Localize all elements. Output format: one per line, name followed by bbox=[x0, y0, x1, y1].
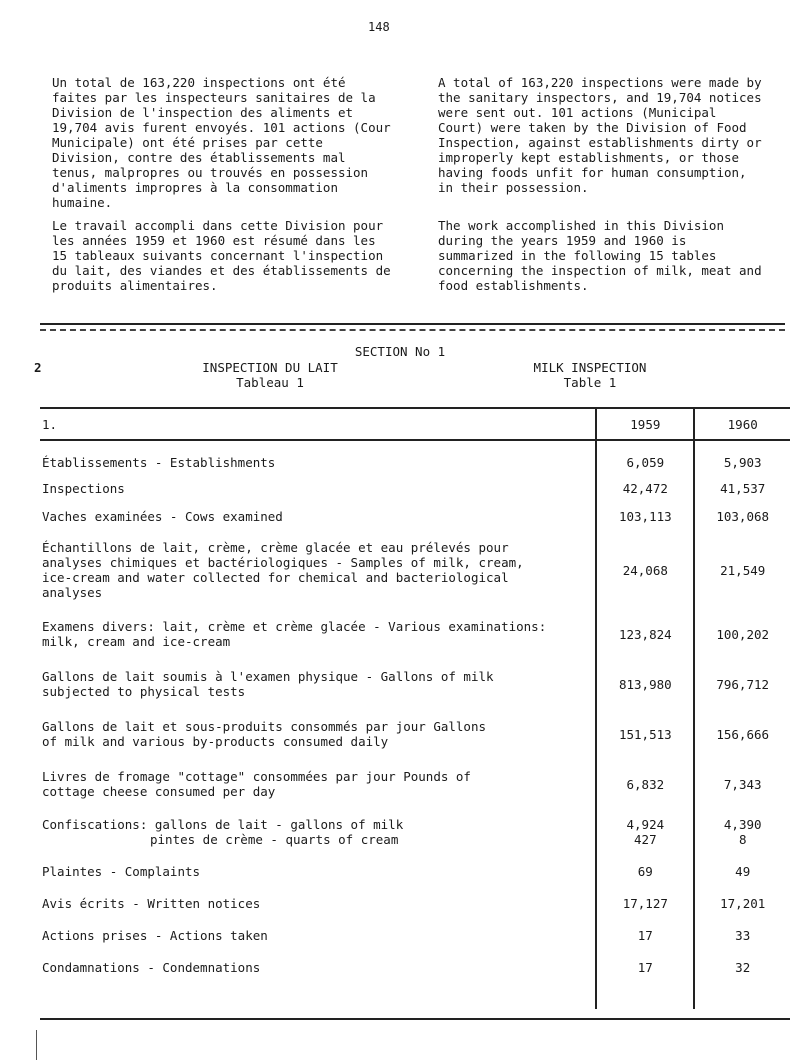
value-1959: 123,824 bbox=[596, 609, 694, 659]
row-label: Plaintes - Complaints bbox=[42, 863, 201, 879]
table-row bbox=[40, 475, 790, 501]
intro-french-paragraph-1: Un total de 163,220 inspections ont été faites par les inspecteurs sanitaires de la Division de l'inspection des aliments et 19,704 avis furent envoyés. 101 actions (Cour Municipale) ont été prises par cette Division, contre des établissements mal tenus, malpropres ou trouvés en possession d'aliments impropres à la consommation humaine. bbox=[52, 75, 391, 210]
margin-mark bbox=[36, 1030, 41, 1060]
french-table-label: Tableau 1 bbox=[236, 375, 304, 390]
row-label: Échantillons de lait, crème, crème glacée et eau prélevés pour analyses chimiques et bactériologiques - Samples of milk, cream, ice-cream and water collected for chemical and bacteriological analyses bbox=[42, 540, 524, 600]
table-row bbox=[40, 951, 790, 983]
row-label: Examens divers: lait, crème et crème glacée - Various examinations: milk, cream and ice-cream bbox=[42, 619, 547, 649]
value-1959: 6,059 bbox=[596, 449, 694, 475]
value-1959: 17,127 bbox=[596, 887, 694, 919]
value-1960: 156,666 bbox=[694, 709, 790, 759]
confiscation-milk-label: Confiscations: gallons de lait - gallons of milk bbox=[42, 817, 404, 832]
page-number: 148 bbox=[368, 20, 390, 34]
english-heading: MILK INSPECTION bbox=[533, 360, 647, 375]
value-1960: 17,201 bbox=[694, 887, 790, 919]
value-1959: 813,980 bbox=[596, 659, 694, 709]
year-1960-header: 1960 bbox=[694, 408, 790, 440]
row-label bbox=[40, 809, 596, 855]
section-title: SECTION No 1 bbox=[354, 344, 446, 359]
value-1960: 21,549 bbox=[694, 531, 790, 609]
value-1960-milk: 4,390 bbox=[723, 817, 762, 832]
table-row bbox=[40, 531, 790, 609]
english-heading-block bbox=[490, 360, 690, 390]
value-1960: 796,712 bbox=[694, 659, 790, 709]
value-1959: 24,068 bbox=[596, 531, 694, 609]
value-1959: 42,472 bbox=[596, 475, 694, 501]
row-label: Gallons de lait et sous-produits consommés par jour Gallons of milk and various by-products consumed daily bbox=[42, 719, 487, 749]
row-label: Livres de fromage "cottage" consommées par jour Pounds of cottage cheese consumed per day bbox=[42, 769, 471, 799]
value-1960: 7,343 bbox=[694, 759, 790, 809]
table-row bbox=[40, 919, 790, 951]
value-1959: 17 bbox=[596, 951, 694, 983]
english-table-label: Table 1 bbox=[563, 375, 617, 390]
value-1960: 32 bbox=[694, 951, 790, 983]
section-side-number: 2 bbox=[34, 360, 42, 375]
intro-french-paragraph-2: Le travail accompli dans cette Division pour les années 1959 et 1960 est résumé dans les 15 tableaux suivants concernant l'inspection du lait, des viandes et des établissements de produits alimentaires. bbox=[52, 218, 391, 293]
value-1960-cream: 8 bbox=[738, 832, 747, 847]
row-label: Condamnations - Condemnations bbox=[42, 959, 261, 975]
table-row bbox=[40, 809, 790, 855]
value-1959: 103,113 bbox=[596, 501, 694, 531]
value-1959-milk: 4,924 bbox=[626, 817, 665, 832]
table-row bbox=[40, 759, 790, 809]
table-row bbox=[40, 449, 790, 475]
row-label: Établissements - Establishments bbox=[42, 454, 276, 470]
french-heading: INSPECTION DU LAIT bbox=[202, 360, 338, 375]
row-label: Actions prises - Actions taken bbox=[42, 927, 268, 943]
value-1960: 49 bbox=[694, 855, 790, 887]
row-label: Inspections bbox=[42, 480, 125, 496]
row-label: Gallons de lait soumis à l'examen physique - Gallons of milk subjected to physical tests bbox=[42, 669, 494, 699]
table-row bbox=[40, 609, 790, 659]
table-row bbox=[40, 709, 790, 759]
value-1960: 33 bbox=[694, 919, 790, 951]
table-row bbox=[40, 659, 790, 709]
value-1959: 17 bbox=[596, 919, 694, 951]
year-1959-header: 1959 bbox=[596, 408, 694, 440]
value-1959-cream: 427 bbox=[634, 832, 657, 847]
value-1959: 151,513 bbox=[596, 709, 694, 759]
value-1960: 41,537 bbox=[694, 475, 790, 501]
value-1959: 6,832 bbox=[596, 759, 694, 809]
intro-english-paragraph-1: A total of 163,220 inspections were made by the sanitary inspectors, and 19,704 notices were sent out. 101 actions (Municipal Court) were taken by the Division of Food Inspection, against establishments dirty or improperly kept establishments, or those having foods unfit for human consumption, in their possession. bbox=[438, 75, 762, 195]
table-bottom-rule bbox=[40, 1018, 790, 1020]
value-1960: 100,202 bbox=[694, 609, 790, 659]
table-row bbox=[40, 855, 790, 887]
confiscation-cream-label: pintes de crème - quarts of cream bbox=[150, 832, 399, 847]
value-1959 bbox=[596, 809, 694, 855]
row-label: Vaches examinées - Cows examined bbox=[42, 508, 283, 524]
value-1959: 69 bbox=[596, 855, 694, 887]
section-divider bbox=[40, 323, 785, 331]
milk-inspection-table bbox=[40, 407, 790, 1009]
table-row bbox=[40, 887, 790, 919]
value-1960: 5,903 bbox=[694, 449, 790, 475]
table-header-row bbox=[40, 408, 790, 440]
french-heading-block bbox=[170, 360, 370, 390]
table-corner: 1. bbox=[40, 408, 596, 440]
value-1960 bbox=[694, 809, 790, 855]
value-1960: 103,068 bbox=[694, 501, 790, 531]
row-label: Avis écrits - Written notices bbox=[42, 895, 261, 911]
intro-english-paragraph-2: The work accomplished in this Division during the years 1959 and 1960 is summarized in the following 15 tables concerning the inspection of milk, meat and food establishments. bbox=[438, 218, 762, 293]
table-row bbox=[40, 501, 790, 531]
